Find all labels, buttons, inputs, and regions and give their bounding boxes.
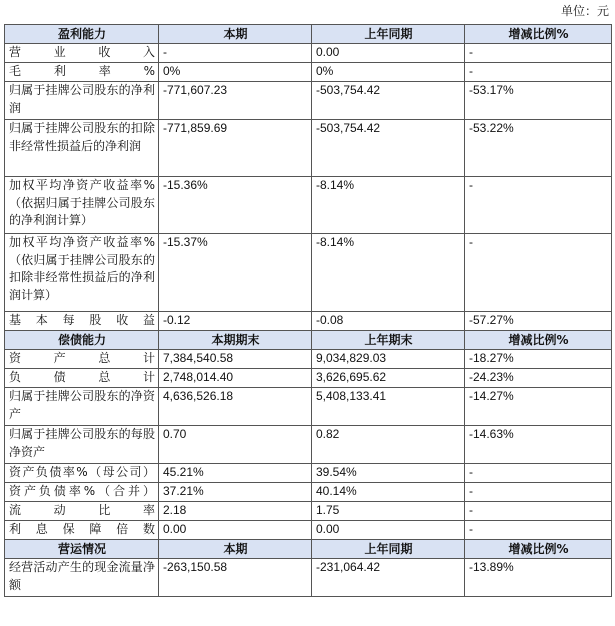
change-percent: -13.89% bbox=[465, 559, 612, 597]
prior-value: 0.00 bbox=[312, 44, 465, 63]
prior-value: 1.75 bbox=[312, 502, 465, 521]
prior-value: 0.82 bbox=[312, 426, 465, 464]
change-percent: -18.27% bbox=[465, 350, 612, 369]
change-percent: - bbox=[465, 177, 612, 234]
row-label: 归属于挂牌公司股东的每股净资产 bbox=[5, 426, 159, 464]
header-cell: 上年同期 bbox=[312, 25, 465, 44]
header-cell: 增减比例% bbox=[465, 540, 612, 559]
table-row bbox=[5, 63, 612, 82]
table-row bbox=[5, 369, 612, 388]
change-percent: - bbox=[465, 483, 612, 502]
row-label: 营业收入 bbox=[5, 44, 159, 63]
current-value: 0% bbox=[159, 63, 312, 82]
current-value: 0.00 bbox=[159, 521, 312, 540]
row-label: 归属于挂牌公司股东的净资产 bbox=[5, 388, 159, 426]
header-cell: 增减比例% bbox=[465, 331, 612, 350]
financial-indicators-table bbox=[4, 24, 612, 597]
prior-value: -503,754.42 bbox=[312, 82, 465, 120]
header-cell: 营运情况 bbox=[5, 540, 159, 559]
change-percent: -53.22% bbox=[465, 120, 612, 177]
row-label: 资产总计 bbox=[5, 350, 159, 369]
row-label: 归属于挂牌公司股东的扣除非经常性损益后的净利润 bbox=[5, 120, 159, 177]
table-row bbox=[5, 464, 612, 483]
change-percent: - bbox=[465, 464, 612, 483]
row-label: 经营活动产生的现金流量净额 bbox=[5, 559, 159, 597]
table-row bbox=[5, 120, 612, 177]
current-value: 2,748,014.40 bbox=[159, 369, 312, 388]
prior-value: 39.54% bbox=[312, 464, 465, 483]
change-percent: -53.17% bbox=[465, 82, 612, 120]
profitability-header-row bbox=[5, 25, 612, 44]
current-value: 37.21% bbox=[159, 483, 312, 502]
current-value: -0.12 bbox=[159, 312, 312, 331]
change-percent: - bbox=[465, 502, 612, 521]
current-value: 2.18 bbox=[159, 502, 312, 521]
header-cell: 上年期末 bbox=[312, 331, 465, 350]
header-cell: 盈利能力 bbox=[5, 25, 159, 44]
change-percent: -57.27% bbox=[465, 312, 612, 331]
row-label: 加权平均净资产收益率%（依归属于挂牌公司股东的扣除非经常性损益后的净利润计算） bbox=[5, 234, 159, 312]
current-value: 0.70 bbox=[159, 426, 312, 464]
table-row bbox=[5, 44, 612, 63]
row-label: 资产负债率%（合并） bbox=[5, 483, 159, 502]
header-cell: 增减比例% bbox=[465, 25, 612, 44]
current-value: -771,607.23 bbox=[159, 82, 312, 120]
table-row bbox=[5, 350, 612, 369]
row-label: 毛利率% bbox=[5, 63, 159, 82]
header-cell: 本期 bbox=[159, 540, 312, 559]
current-value: -263,150.58 bbox=[159, 559, 312, 597]
header-cell: 本期期末 bbox=[159, 331, 312, 350]
row-label: 资产负债率%（母公司） bbox=[5, 464, 159, 483]
change-percent: - bbox=[465, 521, 612, 540]
prior-value: -503,754.42 bbox=[312, 120, 465, 177]
current-value: -15.36% bbox=[159, 177, 312, 234]
table-row bbox=[5, 426, 612, 464]
current-value: 4,636,526.18 bbox=[159, 388, 312, 426]
row-label: 加权平均净资产收益率%（依据归属于挂牌公司股东的净利润计算） bbox=[5, 177, 159, 234]
header-cell: 偿债能力 bbox=[5, 331, 159, 350]
table-row bbox=[5, 521, 612, 540]
current-value: - bbox=[159, 44, 312, 63]
row-label: 负债总计 bbox=[5, 369, 159, 388]
row-label: 流动比率 bbox=[5, 502, 159, 521]
prior-value: -8.14% bbox=[312, 234, 465, 312]
table-row bbox=[5, 312, 612, 331]
current-value: 45.21% bbox=[159, 464, 312, 483]
current-value: 7,384,540.58 bbox=[159, 350, 312, 369]
change-percent: -14.27% bbox=[465, 388, 612, 426]
row-label: 基本每股收益 bbox=[5, 312, 159, 331]
change-percent: - bbox=[465, 63, 612, 82]
header-cell: 本期 bbox=[159, 25, 312, 44]
prior-value: -8.14% bbox=[312, 177, 465, 234]
table-row bbox=[5, 234, 612, 312]
current-value: -771,859.69 bbox=[159, 120, 312, 177]
change-percent: -24.23% bbox=[465, 369, 612, 388]
row-label: 利息保障倍数 bbox=[5, 521, 159, 540]
change-percent: -14.63% bbox=[465, 426, 612, 464]
table-row bbox=[5, 502, 612, 521]
row-label: 归属于挂牌公司股东的净利润 bbox=[5, 82, 159, 120]
table-row bbox=[5, 82, 612, 120]
prior-value: 0.00 bbox=[312, 521, 465, 540]
table-row bbox=[5, 483, 612, 502]
operations-header-row bbox=[5, 540, 612, 559]
table-row bbox=[5, 388, 612, 426]
unit-label: 单位：元 bbox=[560, 4, 609, 18]
change-percent: - bbox=[465, 44, 612, 63]
current-value: -15.37% bbox=[159, 234, 312, 312]
prior-value: 5,408,133.41 bbox=[312, 388, 465, 426]
header-cell: 上年同期 bbox=[312, 540, 465, 559]
prior-value: -231,064.42 bbox=[312, 559, 465, 597]
prior-value: 3,626,695.62 bbox=[312, 369, 465, 388]
prior-value: 9,034,829.03 bbox=[312, 350, 465, 369]
prior-value: -0.08 bbox=[312, 312, 465, 331]
change-percent: - bbox=[465, 234, 612, 312]
prior-value: 0% bbox=[312, 63, 465, 82]
table-row bbox=[5, 559, 612, 597]
table-row bbox=[5, 177, 612, 234]
solvency-header-row bbox=[5, 331, 612, 350]
prior-value: 40.14% bbox=[312, 483, 465, 502]
